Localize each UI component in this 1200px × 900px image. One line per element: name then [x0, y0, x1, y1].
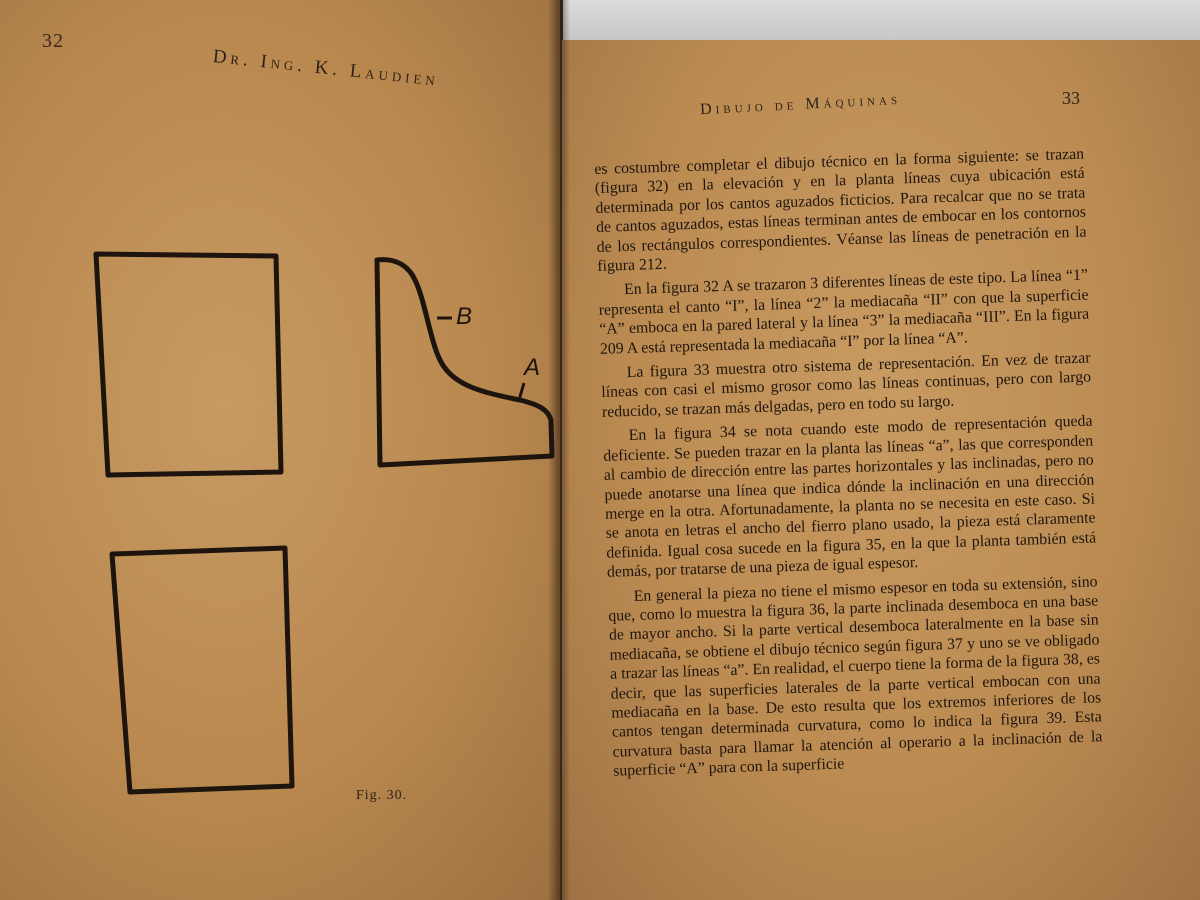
figure-label-b: B: [456, 303, 473, 330]
paragraph: En general la pieza no tiene el mismo espesor en toda su extensión, sino que, como lo muestra la figura 36, la parte inclinada desemboca en una base de mayor ancho. Si la parte vertical desemboca lateralmente en la base sin mediacaña, se obtiene el dibujo técnico según figura 37 y uno se ve obligado a trazar las líneas “a”. En realidad, el cuerpo tiene la forma de la figura 38, es decir, que las superficies laterales de la parte vertical embocan con una mediacaña en la base. De esto resulta que los extremos inferiores de los cantos tengan determinada curvatura, como lo indica la figura 39. Esta curvatura basta para llamar la atención al operario a la inclinación de la superficie “A” para con la superficie: [608, 572, 1103, 780]
left-page-number: 32: [42, 30, 64, 52]
figure-leader-a: [519, 383, 524, 400]
left-page: [0, 0, 563, 900]
right-page-number: 33: [1062, 88, 1080, 108]
paragraph: En la figura 32 A se trazaron 3 diferentes líneas de este tipo. La línea “1” representa el canto “I”, la línea “2” la mediacaña “II” con que la superficie “A” emboca en la pared lateral y la línea “3” la mediacaña “III”. En la figura 209 A está representada la mediacaña “I” por la línea “A”.: [598, 266, 1090, 358]
right-running-head: Dibujo de Máquinas: [699, 90, 902, 119]
paragraph: La figura 33 muestra otro sistema de representación. En vez de trazar líneas con casi el mismo grosor como las líneas continuas, pero con largo reducido, se trazan más delgadas, pero en todo su largo.: [601, 349, 1092, 421]
paragraph: es costumbre completar el dibujo técnico en la forma siguiente: se trazan (figura 32) en la elevación y en la planta líneas cuya ubicación está determinada por los cantos aguzados ficticios. Para recalcar que no se trata de cantos aguzados, estas líneas terminan antes de embocar en los contornos de los rectángulos correspondientes. Véanse las líneas de penetración en la figura 212.: [594, 145, 1087, 275]
paragraph: En la figura 34 se nota cuando este modo de representación queda deficiente. Se pueden trazar en la planta las líneas “a”, las que corresponden al cambio de dirección entre las partes horizontales y las inclinadas, pero no puede anotarse una línea que indica dónde la inclinación en una dirección merge en la otra. Afortunadamente, la planta no se necesita en este caso. Si se anota en letras el ancho del fierro plano usado, la pieza está claramente definida. Igual cosa sucede en la figura 35, en la que la planta también está demás, por tratarse de una pieza de igual espesor.: [603, 412, 1097, 581]
technical-figure: [0, 0, 560, 900]
figure-caption: Fig. 30.: [356, 788, 408, 803]
figure-rectangle-bottom: [112, 548, 292, 792]
book-gutter: [548, 0, 570, 900]
figure-rectangle-top-left: [96, 254, 281, 475]
left-running-head: Dr. Ing. K. Laudien: [211, 46, 440, 91]
figure-label-a: A: [524, 354, 541, 381]
body-text: [594, 145, 1103, 787]
